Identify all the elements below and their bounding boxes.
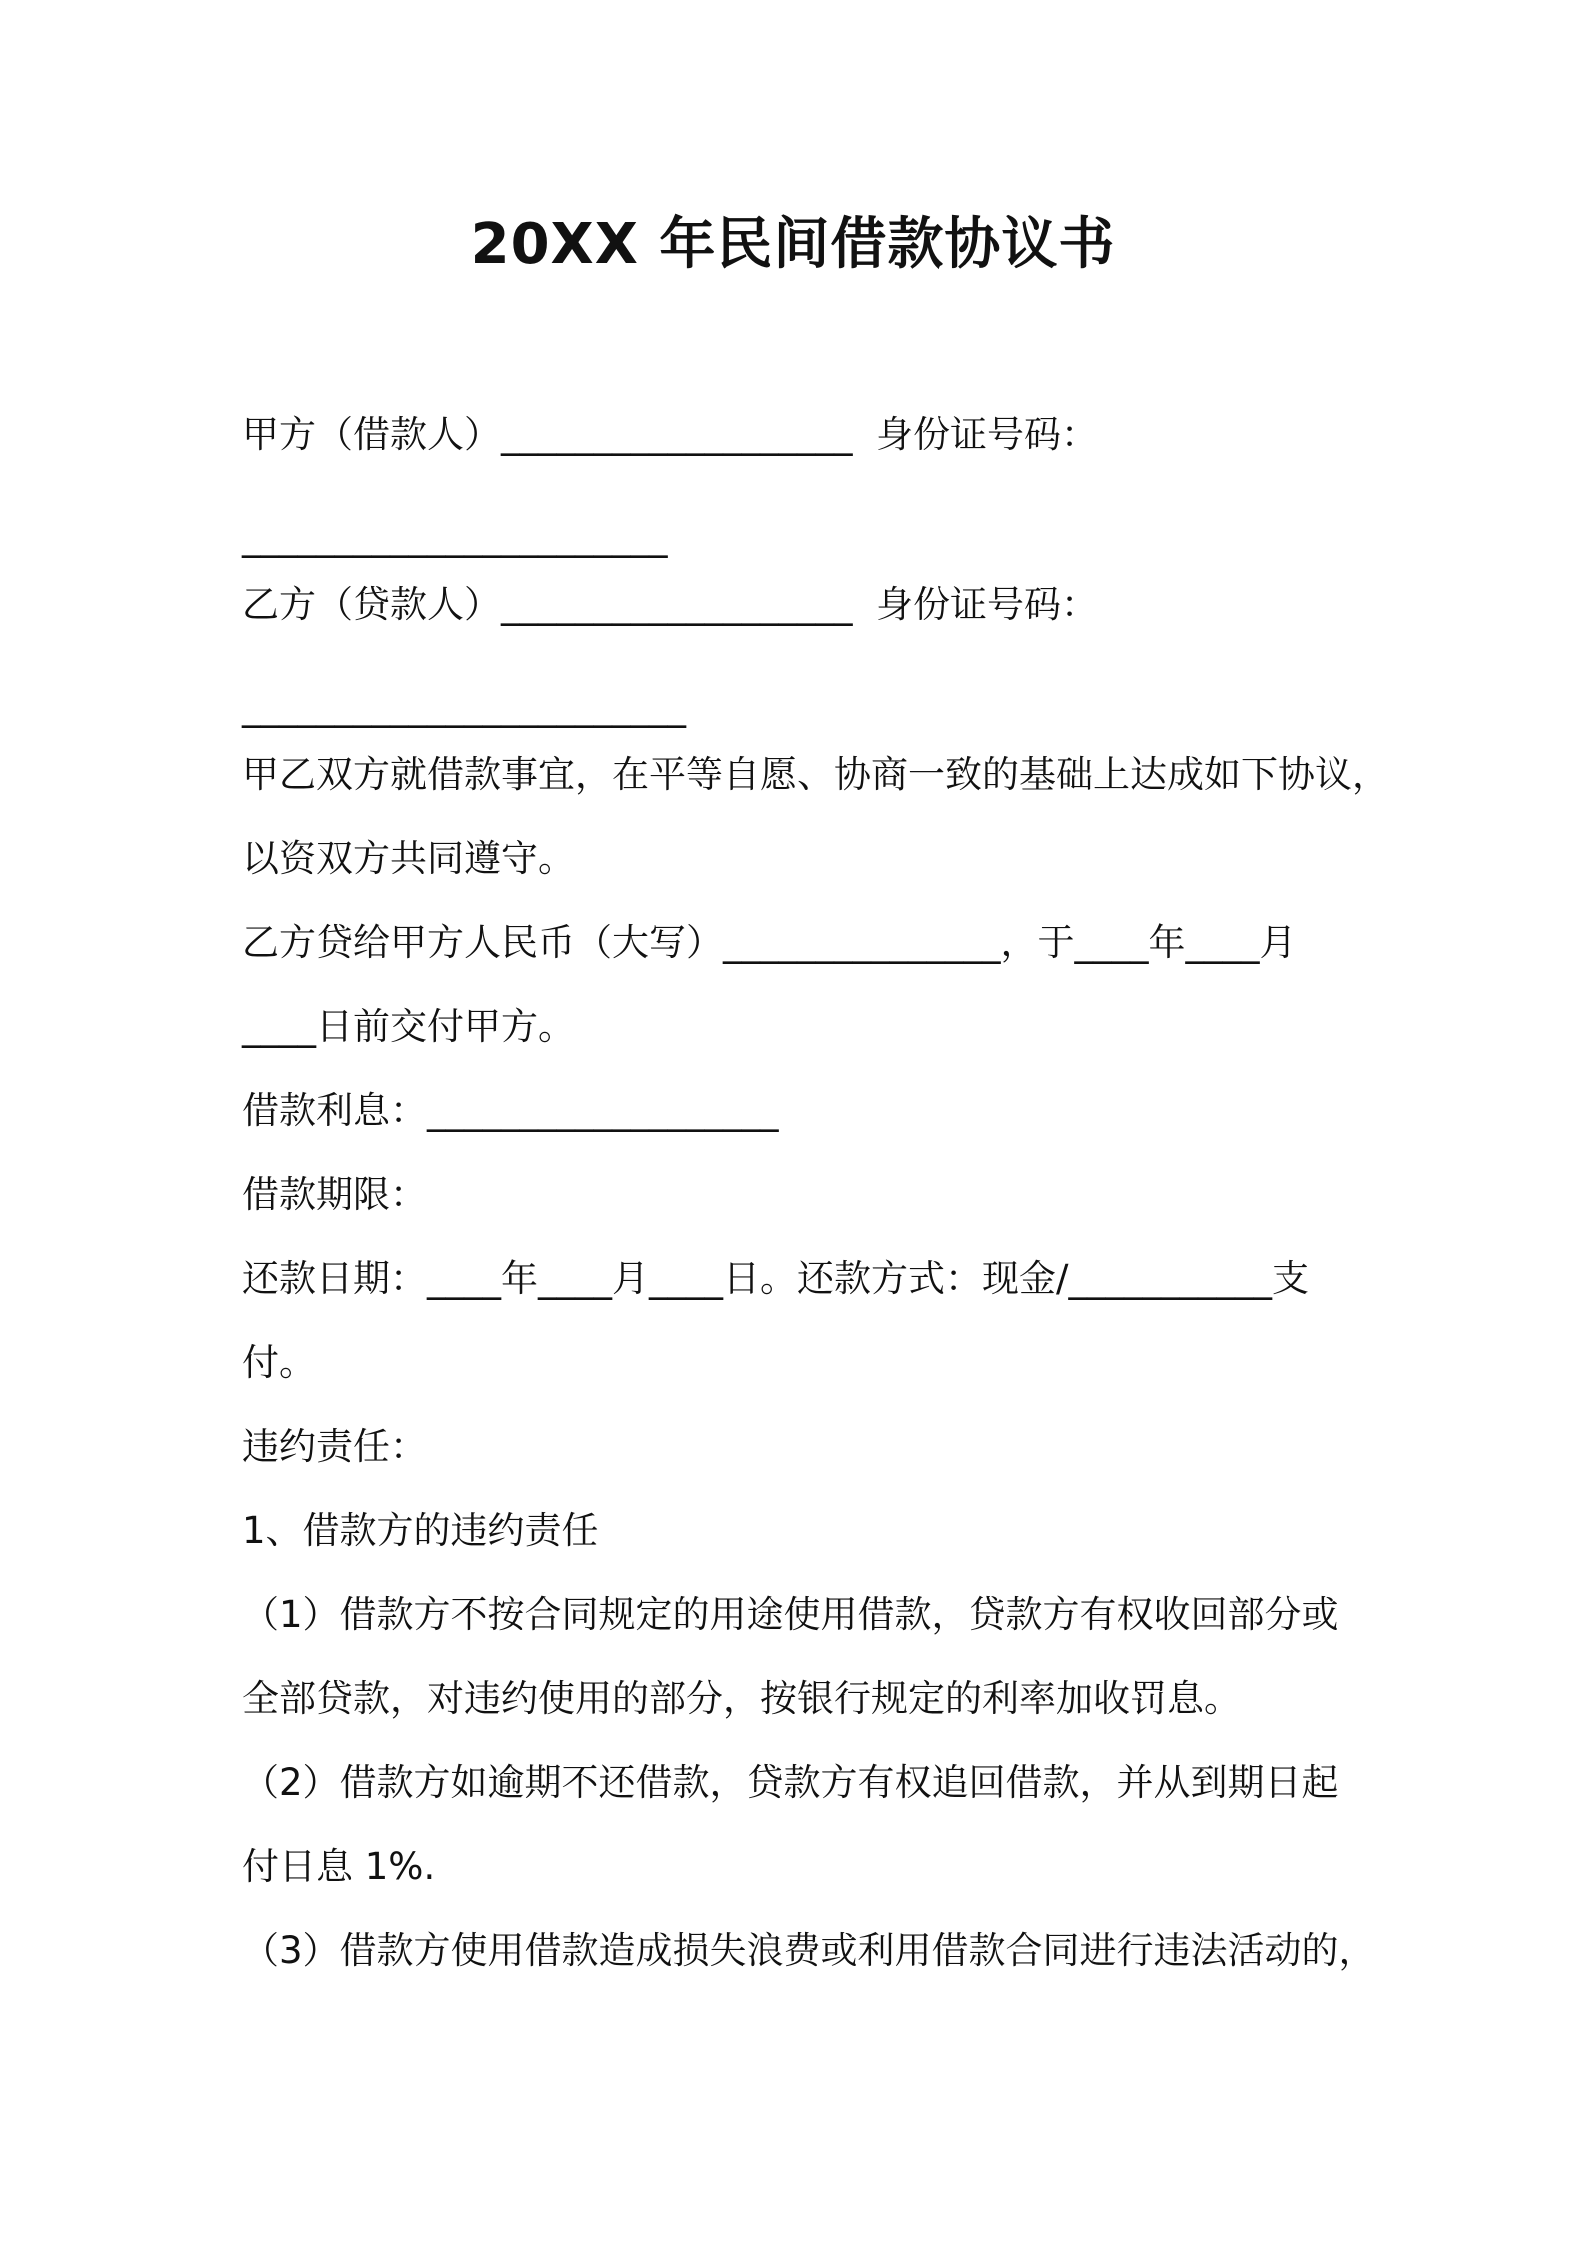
breach-liability-heading: 违约责任： bbox=[242, 1425, 427, 1468]
borrower-liability-heading: 1、借款方的违约责任 bbox=[242, 1509, 599, 1552]
party-b-line: 乙方（贷款人）___________________ 身份证号码： bbox=[242, 583, 1099, 626]
loan-term-line: 借款期限： bbox=[242, 1173, 427, 1216]
clause-1-line-2: 全部贷款，对违约使用的部分，按银行规定的利率加收罚息。 bbox=[242, 1677, 1241, 1720]
party-a-line: 甲方（借款人）___________________ 身份证号码： bbox=[242, 413, 1099, 456]
document-title: 20XX 年民间借款协议书 bbox=[470, 212, 1116, 277]
clause-1-line-1: （1）借款方不按合同规定的用途使用借款，贷款方有权收回部分或 bbox=[242, 1593, 1339, 1636]
party-b-id-blank: ________________________ bbox=[242, 685, 686, 728]
repayment-date-line-1: 还款日期：____年____月____日。还款方式：现金/___________支 bbox=[242, 1257, 1309, 1300]
agreement-intro-line-2: 以资双方共同遵守。 bbox=[242, 837, 575, 880]
clause-2-line-2: 付日息 1%. bbox=[242, 1845, 436, 1888]
repayment-date-line-2: 付。 bbox=[242, 1341, 316, 1384]
agreement-intro-line-1: 甲乙双方就借款事宜，在平等自愿、协商一致的基础上达成如下协议， bbox=[242, 753, 1389, 796]
clause-3-line-1: （3）借款方使用借款造成损失浪费或利用借款合同进行违法活动的， bbox=[242, 1929, 1376, 1972]
party-a-id-blank: _______________________ bbox=[242, 515, 668, 558]
loan-amount-line-2: ____日前交付甲方。 bbox=[242, 1005, 575, 1048]
loan-interest-line: 借款利息：___________________ bbox=[242, 1089, 779, 1132]
clause-2-line-1: （2）借款方如逾期不还借款，贷款方有权追回借款，并从到期日起 bbox=[242, 1761, 1339, 1804]
loan-amount-line-1: 乙方贷给甲方人民币（大写）_______________，于____年____月 bbox=[242, 921, 1297, 964]
